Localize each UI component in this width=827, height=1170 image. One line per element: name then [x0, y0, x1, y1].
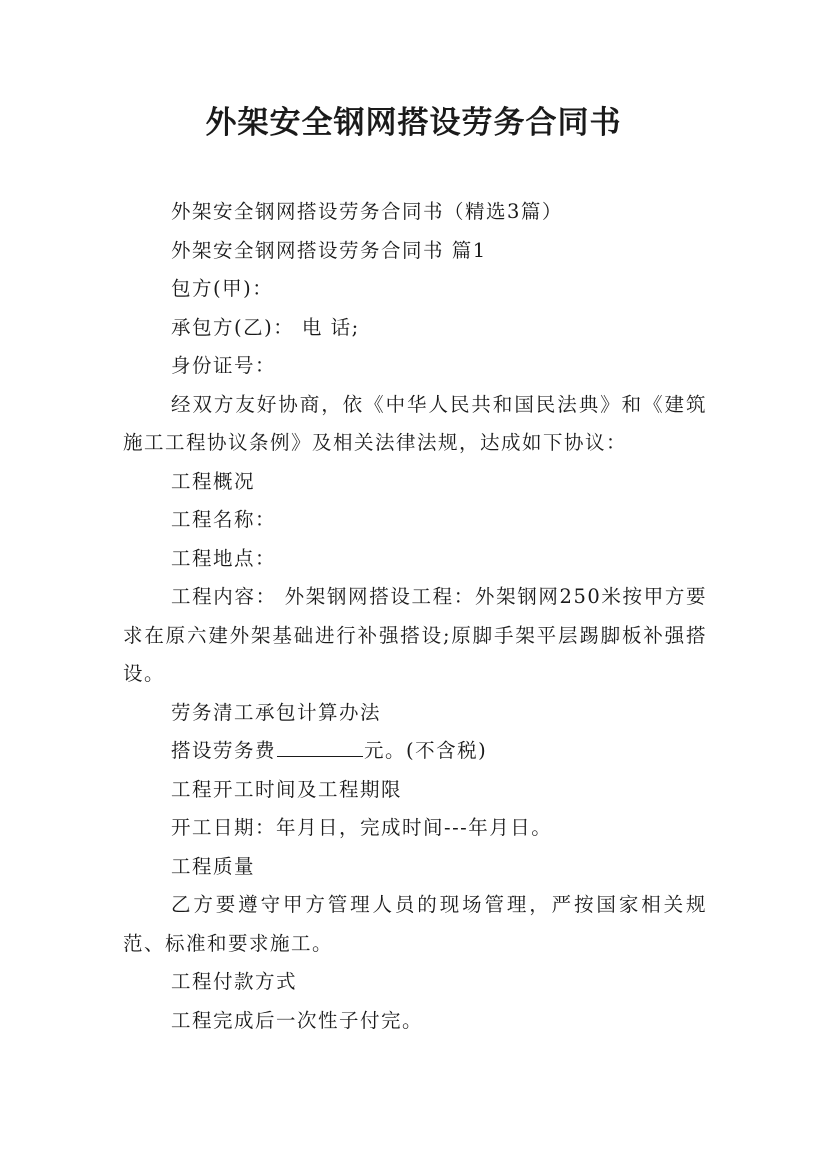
paragraph-payment-heading: 工程付款方式 [171, 970, 298, 993]
paragraph-schedule-heading: 工程开工时间及工程期限 [171, 777, 403, 801]
paragraph-project-overview: 工程概况 [171, 469, 256, 493]
paragraph-id-number: 身份证号： [171, 354, 277, 377]
paragraph-party-a: 包方(甲)： [171, 277, 274, 300]
labor-fee-blank [277, 736, 363, 757]
paragraph-quality-heading: 工程质量 [171, 854, 256, 878]
document-body [123, 193, 707, 1040]
labor-fee-suffix: 元。(不含税) [364, 739, 488, 762]
labor-fee-prefix: 搭设劳务费 [171, 739, 277, 762]
document-title: 外架安全钢网搭设劳务合同书 [205, 105, 622, 141]
paragraph-labor-fee [123, 732, 707, 771]
paragraph-project-content: 工程内容： 外架钢网搭设工程：外架钢网250米按甲方要求在原六建外架基础进行补强搭设;原脚手架平层踢脚板补强搭设。 [123, 585, 707, 685]
paragraph-agreement-basis: 经双方友好协商，依《中华人民共和国民法典》和《建筑施工工程协议条例》及相关法律法规，达成如下协议： [123, 392, 707, 454]
paragraph-quality-terms: 乙方要遵守甲方管理人员的现场管理，严按国家相关规范、标准和要求施工。 [123, 893, 707, 955]
paragraph-party-b: 承包方(乙)： 电 话; [171, 315, 360, 339]
paragraph-payment-terms: 工程完成后一次性子付完。 [171, 1008, 424, 1032]
paragraph-contract-heading: 外架安全钢网搭设劳务合同书（精选3篇） [171, 200, 563, 223]
paragraph-start-date: 开工日期：年月日，完成时间---年月日。 [171, 816, 553, 839]
paragraph-billing-method: 劳务清工承包计算办法 [171, 700, 382, 724]
paragraph-project-location: 工程地点： [171, 546, 277, 570]
paragraph-project-name: 工程名称： [171, 508, 277, 531]
paragraph-part-1: 外架安全钢网搭设劳务合同书 篇1 [171, 238, 487, 262]
